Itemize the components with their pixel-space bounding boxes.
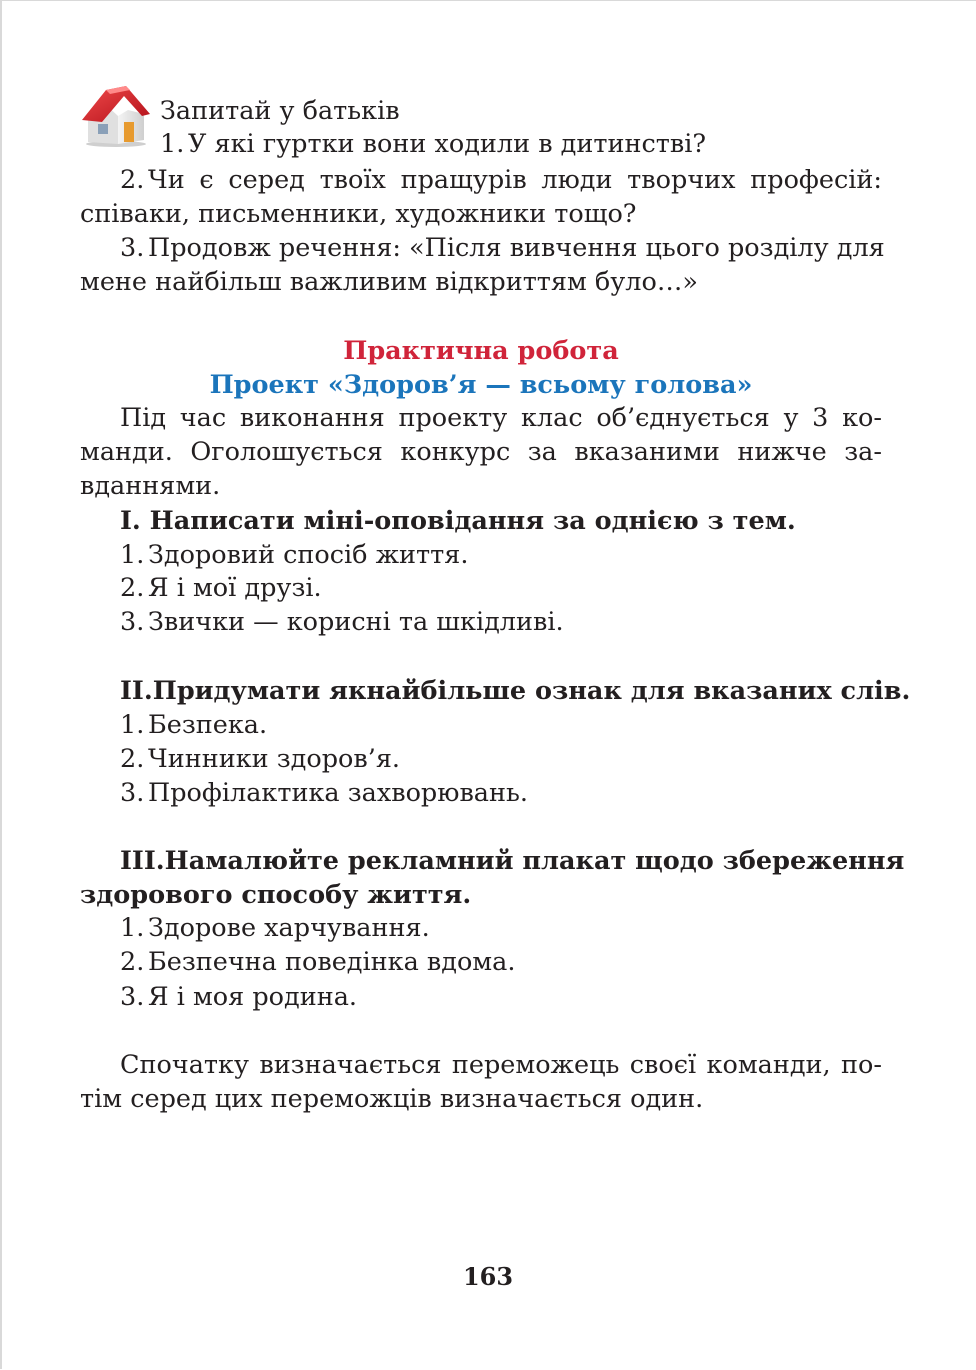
task2-item-number: 1. (120, 710, 145, 740)
task3-item (120, 945, 515, 979)
task2-item-number: 3. (120, 778, 145, 808)
task1-item-text: Здоровий спосіб життя. (148, 540, 469, 570)
ask-parents-q3-line2: мене найбільш важливим відкриттям було…» (80, 267, 698, 297)
q2-text-line1: Чи є серед твоїх пращурів люди творчих професій: (148, 165, 882, 195)
task2-title: ІІ.Придумати якнайбільше ознак для вказаних слів. (120, 676, 911, 706)
task3-item-text: Здорове харчування. (148, 913, 430, 943)
intro-line3: вданнями. (80, 471, 221, 501)
intro-line1: Під час виконання проекту клас об’єднується у 3 ко- (120, 403, 882, 433)
task3-item-text: Я і моя родина. (148, 982, 358, 1012)
task2-item-number: 2. (120, 744, 145, 774)
task2-item (120, 708, 267, 742)
task1-title: І. Написати міні-оповідання за однією з тем. (120, 506, 796, 536)
task2-item (120, 776, 528, 810)
q1-text: У які гуртки вони ходили в дитинстві? (188, 129, 707, 159)
task3-title-line1: ІІІ.Намалюйте рекламний плакат щодо збереження (120, 846, 905, 876)
task3-item-text: Безпечна поведінка вдома. (148, 947, 516, 977)
task1-item (120, 538, 468, 572)
task2-item-text: Профілактика захворювань. (148, 778, 528, 808)
ask-parents-q2-line1 (80, 163, 882, 197)
task1-item-number: 2. (120, 573, 145, 603)
q3-text-line1: Продовж речення: «Після вивчення цього розділу для (148, 233, 885, 263)
project-title: Проект «Здоров’я — всьому голова» (209, 370, 753, 400)
task2-item (120, 742, 400, 776)
task3-item-number: 2. (120, 947, 145, 977)
closing-line1: Спочатку визначається переможець своєї команди, по- (120, 1050, 882, 1080)
page-number: 163 (462, 1262, 514, 1291)
task3-item (120, 980, 357, 1014)
ask-parents-q2-line2: співаки, письменники, художники тощо? (80, 199, 637, 229)
task3-item-number: 1. (120, 913, 145, 943)
task1-item-text: Звички — корисні та шкідливі. (148, 607, 564, 637)
q3-number: 3. (120, 233, 145, 263)
house-icon (80, 82, 150, 148)
task1-item-number: 1. (120, 540, 145, 570)
task3-title-line2: здорового способу життя. (80, 880, 472, 910)
task3-item-number: 3. (120, 982, 145, 1012)
task1-item (120, 605, 564, 639)
task1-item (120, 571, 322, 605)
intro-line2: манди. Оголошується конкурс за вказаними нижче за- (80, 437, 882, 467)
q1-number: 1. (160, 129, 185, 159)
ask-parents-title: Запитай у батьків (160, 96, 400, 126)
task3-item (120, 911, 430, 945)
task2-item-text: Безпека. (148, 710, 268, 740)
task1-item-number: 3. (120, 607, 145, 637)
task2-item-text: Чинники здоров’я. (148, 744, 401, 774)
q2-number: 2. (120, 165, 145, 195)
task1-item-text: Я і мої друзі. (148, 573, 322, 603)
closing-line2: тім серед цих переможців визначається один. (80, 1084, 704, 1114)
ask-parents-q3-line1 (80, 231, 885, 265)
practical-heading: Практична робота (343, 336, 619, 366)
ask-parents-q1 (160, 127, 706, 161)
